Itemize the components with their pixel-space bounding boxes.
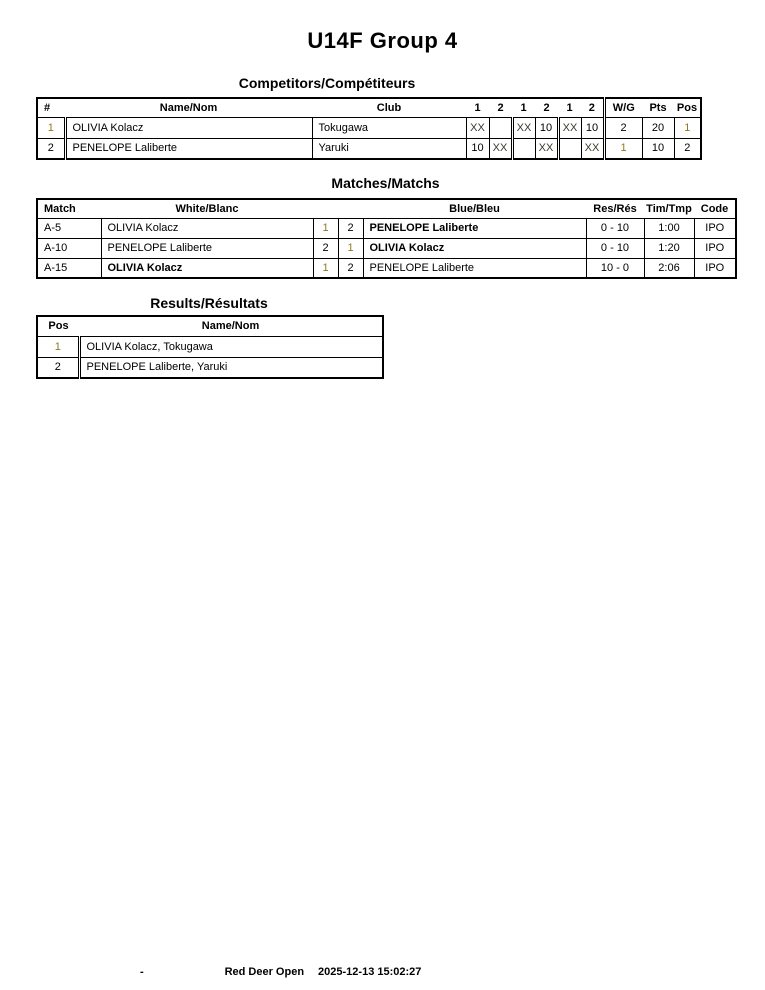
match-row [37,218,736,238]
match-time: 1:20 [644,238,694,258]
points-column-header: Pts [642,98,674,117]
results-header-row [37,316,383,336]
score-cell: XX [581,138,604,159]
round-column-header: 1 [466,98,489,117]
position-cell: 1 [674,117,701,138]
score-cell: 10 [535,117,558,138]
match-code: IPO [694,258,736,278]
result-row [37,357,383,378]
results-section-title: Results/Résultats [150,295,268,311]
blue-player-name: OLIVIA Kolacz [363,238,586,258]
matches-table [36,198,737,279]
round-column-header: 2 [489,98,512,117]
num-column-header: # [37,98,65,117]
competitor-number: 1 [37,117,65,138]
competitor-number: 2 [37,138,65,159]
match-time: 1:00 [644,218,694,238]
score-cell: XX [489,138,512,159]
score-cell: 10 [581,117,604,138]
white-player-name: PENELOPE Laliberte [101,238,313,258]
time-column-header: Tim/Tmp [644,199,694,218]
round-column-header: 1 [512,98,535,117]
club-column-header: Club [312,98,466,117]
round-column-header: 2 [535,98,558,117]
result-name: PENELOPE Laliberte, Yaruki [79,357,383,378]
white-number-header-spacer [313,199,338,218]
name-column-header: Name/Nom [79,316,383,336]
footer [0,966,646,978]
points-cell: 10 [642,138,674,159]
position-cell: 2 [674,138,701,159]
code-column-header: Code [694,199,736,218]
points-cell: 20 [642,117,674,138]
score-cell: XX [466,117,489,138]
wins-cell: 2 [604,117,642,138]
match-result: 0 - 10 [586,238,644,258]
match-id: A-10 [37,238,101,258]
competitor-club: Tokugawa [312,117,466,138]
round-column-header: 2 [581,98,604,117]
wins-column-header: W/G [604,98,642,117]
score-cell [558,138,581,159]
page-title: U14F Group 4 [307,28,458,53]
competitor-row [37,138,701,159]
match-result: 10 - 0 [586,258,644,278]
white-player-number: 1 [313,218,338,238]
competitor-club: Yaruki [312,138,466,159]
position-column-header: Pos [674,98,701,117]
blue-player-name: PENELOPE Laliberte [363,218,586,238]
competitors-header-row [37,98,701,117]
score-cell: XX [535,138,558,159]
result-column-header: Res/Rés [586,199,644,218]
score-cell: XX [512,117,535,138]
blue-player-number: 1 [338,238,363,258]
score-cell: 10 [466,138,489,159]
match-id: A-15 [37,258,101,278]
results-table [36,315,384,379]
result-position: 2 [37,357,79,378]
result-row [37,336,383,357]
score-cell [512,138,535,159]
white-player-number: 1 [313,258,338,278]
blue-column-header: Blue/Bleu [363,199,586,218]
footer-event-name: Red Deer Open [224,966,305,978]
white-column-header: White/Blanc [101,199,313,218]
competitors-table [36,97,702,160]
white-player-name: OLIVIA Kolacz [101,258,313,278]
match-result: 0 - 10 [586,218,644,238]
result-name: OLIVIA Kolacz, Tokugawa [79,336,383,357]
white-player-name: OLIVIA Kolacz [101,218,313,238]
blue-player-number: 2 [338,218,363,238]
match-code: IPO [694,238,736,258]
footer-page-marker: - [140,966,144,978]
white-player-number: 2 [313,238,338,258]
footer-timestamp: 2025-12-13 15:02:27 [318,966,422,978]
score-cell: XX [558,117,581,138]
blue-player-number: 2 [338,258,363,278]
match-code: IPO [694,218,736,238]
matches-header-row [37,199,736,218]
name-column-header: Name/Nom [65,98,312,117]
match-id: A-5 [37,218,101,238]
position-column-header: Pos [37,316,79,336]
blue-number-header-spacer [338,199,363,218]
matches-section-title: Matches/Matchs [331,175,440,191]
round-column-header: 1 [558,98,581,117]
match-time: 2:06 [644,258,694,278]
competitor-name: PENELOPE Laliberte [65,138,312,159]
competitor-name: OLIVIA Kolacz [65,117,312,138]
competitors-section-title: Competitors/Compétiteurs [238,75,416,91]
match-row [37,258,736,278]
score-cell [489,117,512,138]
competitor-row [37,117,701,138]
blue-player-name: PENELOPE Laliberte [363,258,586,278]
match-row [37,238,736,258]
wins-cell: 1 [604,138,642,159]
result-position: 1 [37,336,79,357]
match-column-header: Match [37,199,101,218]
